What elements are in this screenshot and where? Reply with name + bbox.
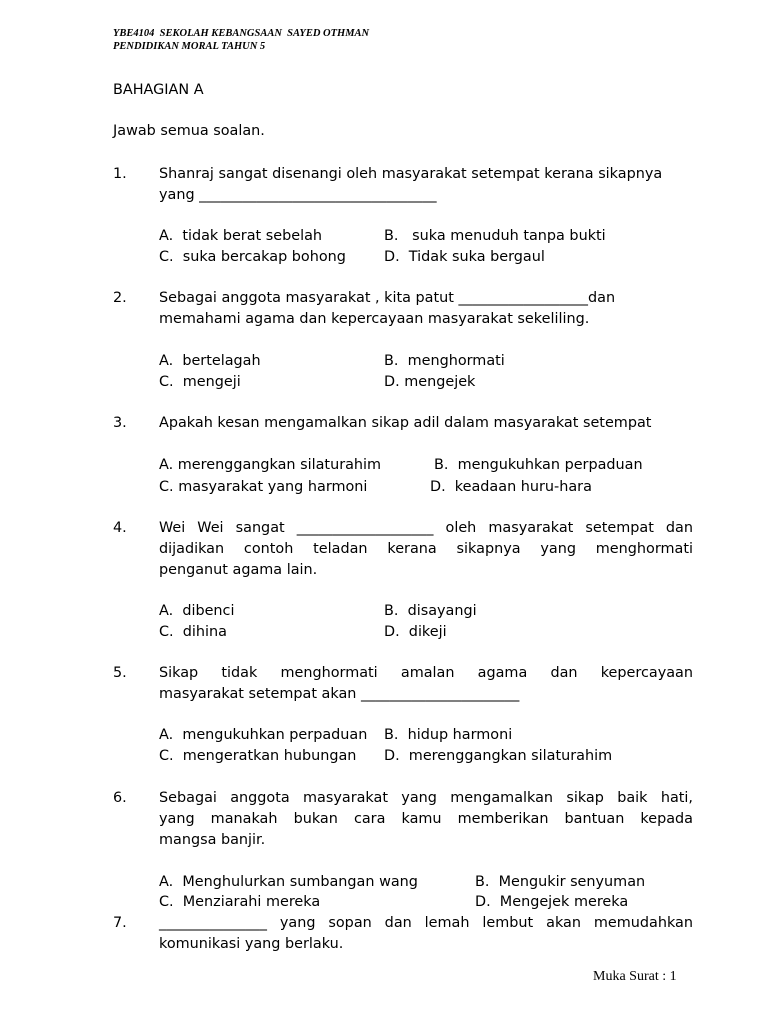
- option-c: C. mengeratkan hubungan: [159, 748, 357, 764]
- option-a: A. Menghulurkan sumbangan wang: [159, 874, 418, 890]
- question-text: [159, 663, 693, 705]
- question-line: masyarakat setempat akan ______________________: [159, 686, 520, 702]
- question-text: [159, 913, 693, 955]
- page-number: Muka Surat : 1: [593, 969, 677, 984]
- question-number: 5.: [113, 665, 127, 681]
- school-header-line: YBE4104 SEKOLAH KEBANGSAAN SAYED OTHMAN: [113, 28, 370, 39]
- option-d: D. mengejek: [384, 374, 476, 390]
- question-line: dijadikan contoh teladan kerana sikapnya yang menghormati: [159, 541, 693, 557]
- question-text: [159, 164, 693, 206]
- option-c: C. dihina: [159, 624, 227, 640]
- option-a: A. dibenci: [159, 603, 235, 619]
- question-number: 3.: [113, 415, 127, 431]
- question-line: komunikasi yang berlaku.: [159, 936, 344, 952]
- question-text: [159, 288, 693, 330]
- option-a: A. merenggangkan silaturahim: [159, 457, 382, 473]
- option-b: B. disayangi: [384, 603, 477, 619]
- question-number: 2.: [113, 290, 127, 306]
- question-line: Apakah kesan mengamalkan sikap adil dalam masyarakat setempat: [159, 415, 652, 431]
- option-d: D. keadaan huru-hara: [430, 479, 592, 495]
- option-d: D. merenggangkan silaturahim: [384, 748, 613, 764]
- subject-header-line: PENDIDIKAN MORAL TAHUN 5: [113, 41, 266, 52]
- question-number: 4.: [113, 520, 127, 536]
- question-line: yang _________________________________: [159, 187, 437, 203]
- option-b: B. mengukuhkan perpaduan: [434, 457, 643, 473]
- option-b: B. suka menuduh tanpa bukti: [384, 228, 606, 244]
- instruction-text: Jawab semua soalan.: [113, 123, 265, 139]
- section-title: BAHAGIAN A: [113, 82, 204, 98]
- question-line: memahami agama dan kepercayaan masyarakat sekeliling.: [159, 311, 590, 327]
- question-line: mangsa banjir.: [159, 832, 266, 848]
- option-b: B. Mengukir senyuman: [475, 874, 646, 890]
- question-text: [159, 518, 693, 581]
- question-line: Sebagai anggota masyarakat , kita patut __________________dan: [159, 290, 616, 306]
- option-a: A. tidak berat sebelah: [159, 228, 323, 244]
- option-c: C. mengeji: [159, 374, 241, 390]
- option-d: D. Tidak suka bergaul: [384, 249, 545, 265]
- question-text: [159, 788, 693, 851]
- option-a: A. bertelagah: [159, 353, 261, 369]
- question-number: 7.: [113, 915, 127, 931]
- question-line: _______________ yang sopan dan lemah lembut akan memudahkan: [159, 915, 693, 931]
- question-line: Shanraj sangat disenangi oleh masyarakat setempat kerana sikapnya: [159, 166, 663, 182]
- option-d: D. dikeji: [384, 624, 447, 640]
- option-b: B. hidup harmoni: [384, 727, 513, 743]
- question-number: 1.: [113, 166, 127, 182]
- option-c: C. Menziarahi mereka: [159, 894, 321, 910]
- question-line: penganut agama lain.: [159, 562, 318, 578]
- question-line: Sikap tidak menghormati amalan agama dan kepercayaan: [159, 665, 693, 681]
- question-line: Sebagai anggota masyarakat yang mengamalkan sikap baik hati,: [159, 790, 693, 806]
- option-d: D. Mengejek mereka: [475, 894, 629, 910]
- option-c: C. masyarakat yang harmoni: [159, 479, 368, 495]
- option-c: C. suka bercakap bohong: [159, 249, 346, 265]
- option-b: B. menghormati: [384, 353, 505, 369]
- question-number: 6.: [113, 790, 127, 806]
- question-text: [159, 413, 693, 434]
- option-a: A. mengukuhkan perpaduan: [159, 727, 368, 743]
- question-line: yang manakah bukan cara kamu memberikan bantuan kepada: [159, 811, 693, 827]
- question-line: Wei Wei sangat ___________________ oleh masyarakat setempat dan: [159, 520, 693, 536]
